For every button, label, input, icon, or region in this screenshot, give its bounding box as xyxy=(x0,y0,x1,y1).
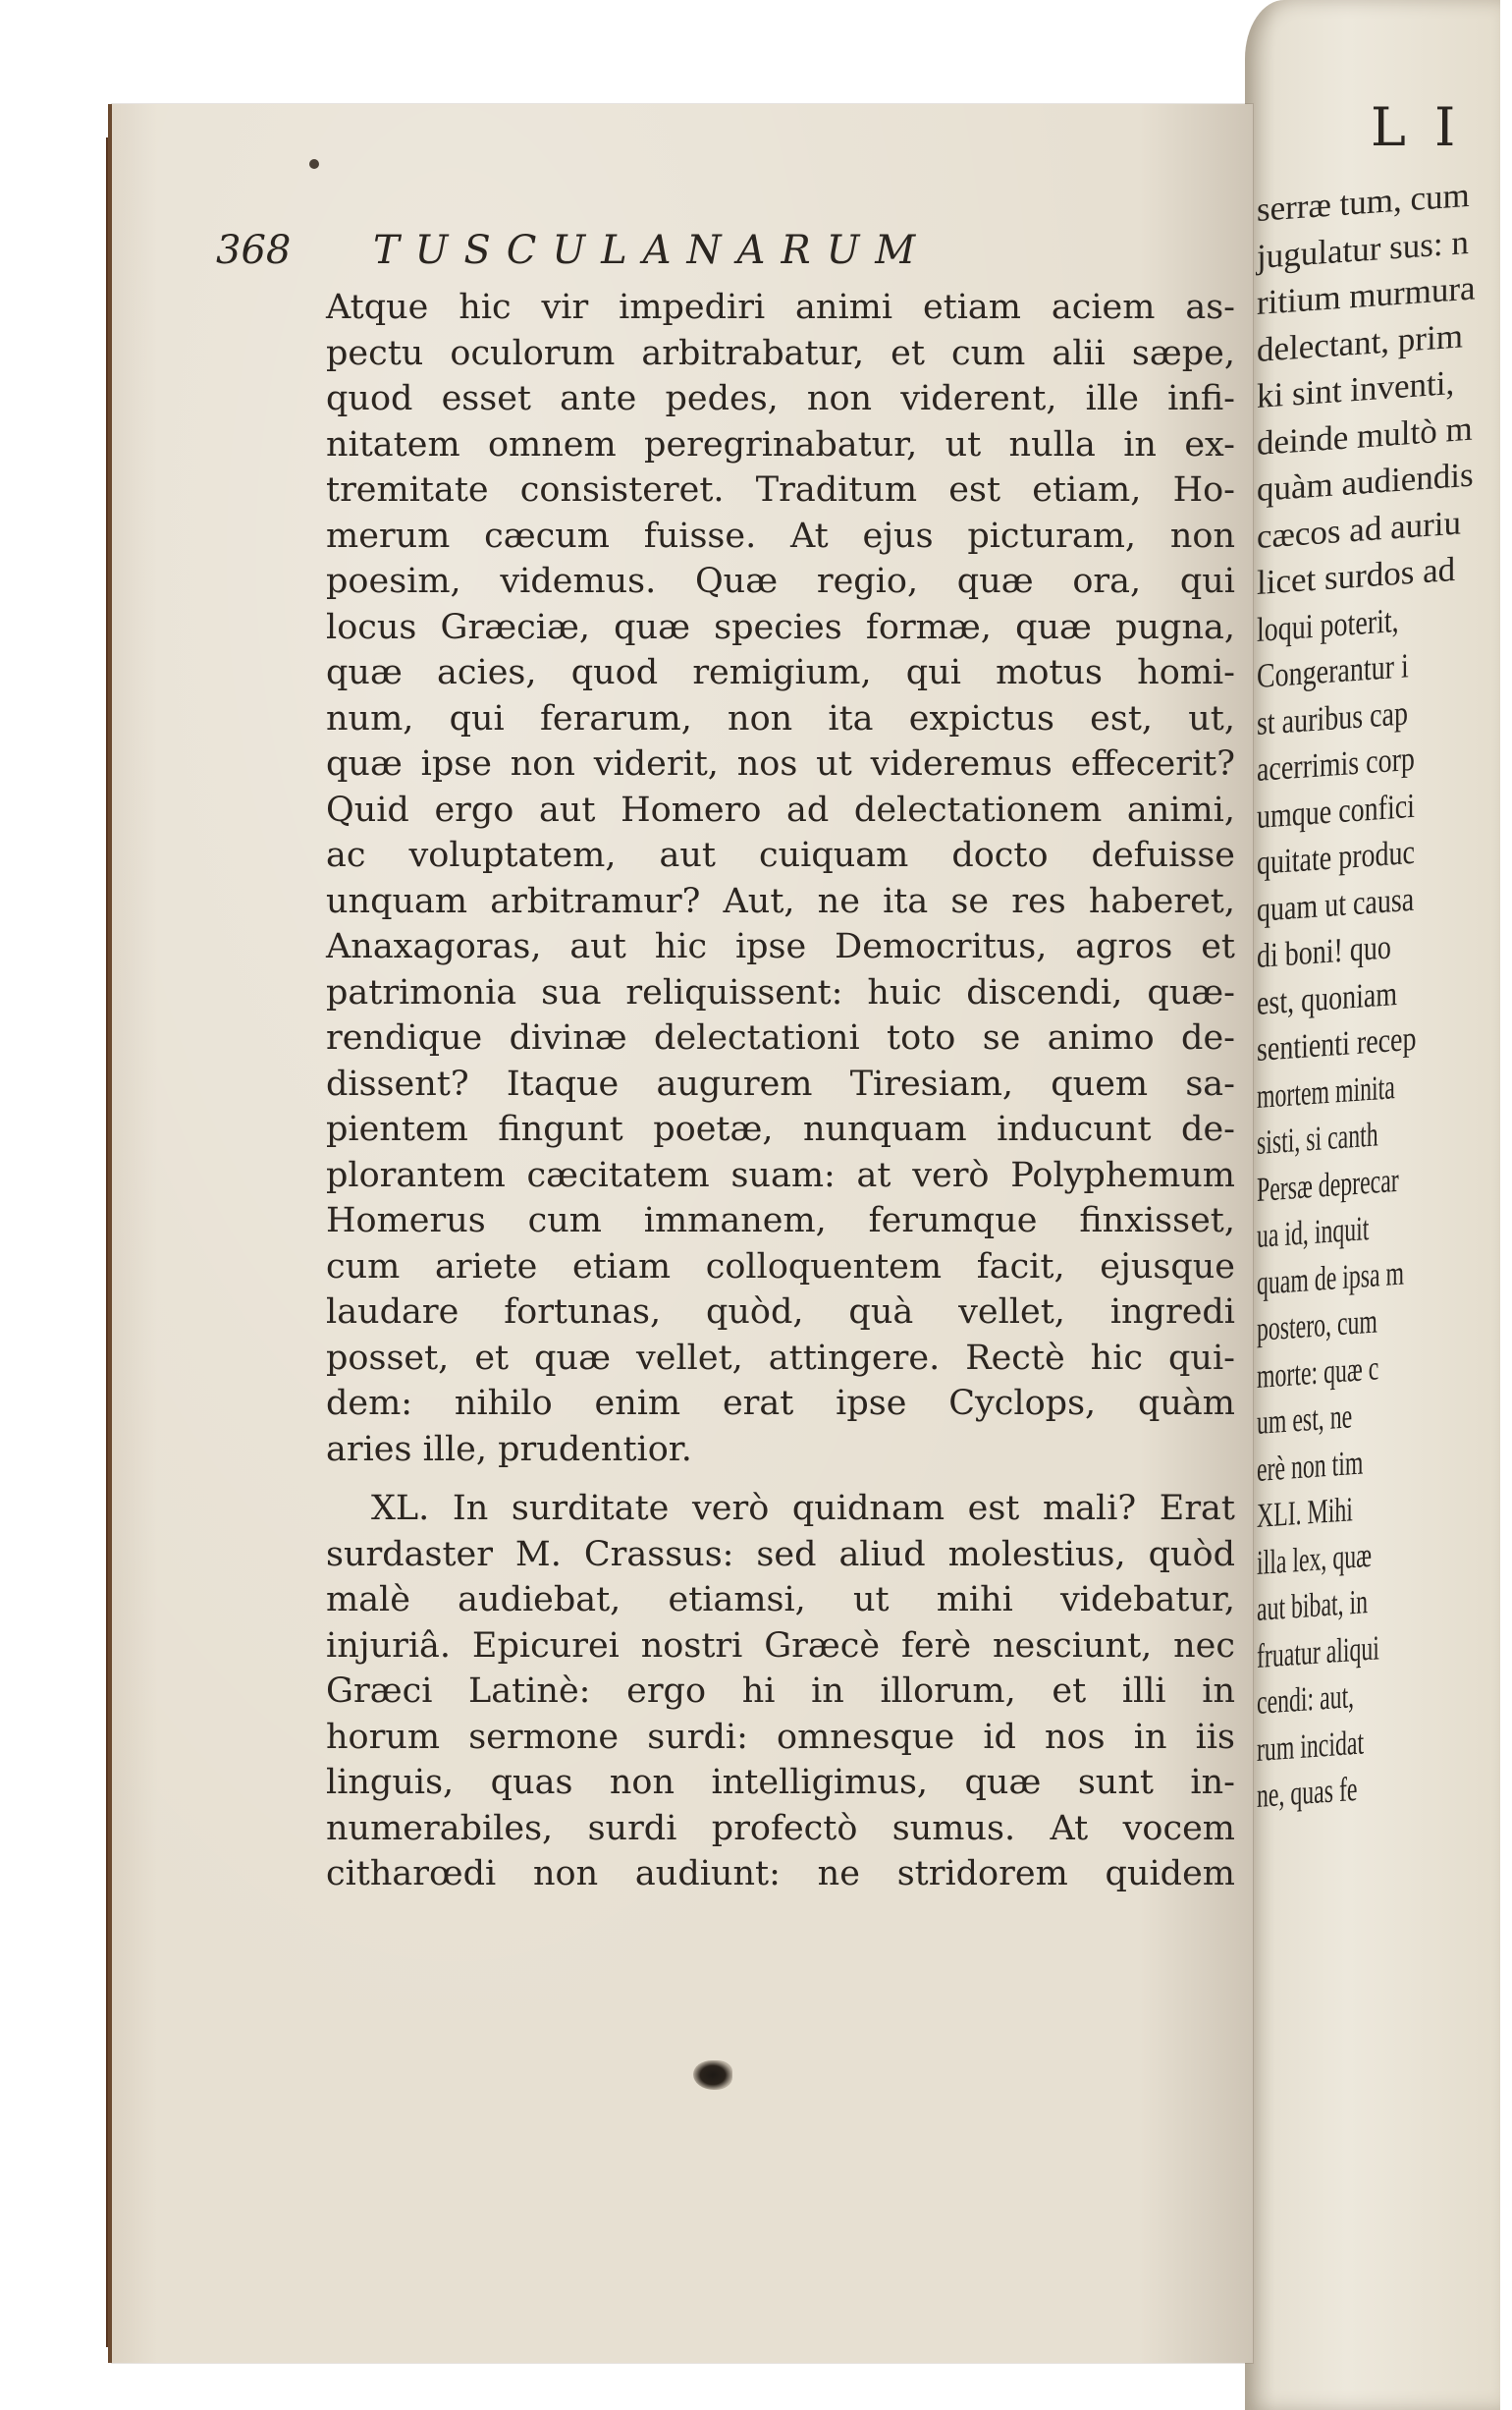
text-line: tremitate consisteret. Traditum est etiam, Ho- xyxy=(326,470,1235,510)
text-line: rendique divinæ delectationi toto se animo de- xyxy=(326,1018,1235,1058)
text-line: cum ariete etiam colloquentem facit, ejusque xyxy=(326,1246,1235,1287)
text-line: surdaster M. Crassus: sed aliud molestius, quòd xyxy=(326,1534,1235,1574)
running-head xyxy=(216,228,1060,287)
recto-text-line: Congerantur i xyxy=(1257,646,1409,695)
recto-text-line: Persæ deprecar xyxy=(1257,1160,1399,1209)
recto-text-line: jugulatur sus: n xyxy=(1257,222,1469,276)
recto-text-line: deinde multò m xyxy=(1257,409,1473,463)
recto-text-line: ne, quas fe xyxy=(1257,1769,1358,1815)
text-line: quæ acies, quod remigium, qui motus homi- xyxy=(326,653,1235,692)
recto-text-line: quàm audiendis xyxy=(1257,455,1474,509)
text-line: laudare fortunas, quòd, quà vellet, ingredi xyxy=(326,1292,1235,1332)
text-line: num, qui ferarum, non ita expictus est, ut, xyxy=(326,698,1235,739)
recto-text-line: quam ut causa xyxy=(1257,879,1415,929)
text-line: patrimonia sua reliquissent: huic discendi, quæ- xyxy=(326,972,1235,1013)
verso-text-block xyxy=(326,285,1235,1897)
text-line: locus Græciæ, quæ species formæ, quæ pugna, xyxy=(326,607,1235,647)
recto-text-line: licet surdos ad xyxy=(1257,549,1456,602)
text-line: dem: nihilo enim erat ipse Cyclops, quàm xyxy=(326,1384,1235,1423)
text-line: linguis, quas non intelligimus, quæ sunt in- xyxy=(326,1763,1235,1802)
facing-recto-page xyxy=(1245,0,1500,2410)
recto-text-line: XLI. Mihi xyxy=(1257,1490,1353,1535)
recto-text-line: di boni! quo xyxy=(1257,927,1391,975)
text-line: citharœdi non audiunt: ne stridorem quidem xyxy=(326,1854,1235,1893)
recto-text-line: ua id, inquit xyxy=(1257,1209,1370,1255)
text-line: injuriâ. Epicurei nostri Græcè ferè nesciunt, nec xyxy=(326,1625,1235,1666)
recto-text-line: loqui poterit, xyxy=(1257,600,1399,649)
recto-text-line: illa lex, quæ xyxy=(1257,1535,1373,1582)
recto-text-line: erè non tim xyxy=(1257,1442,1364,1489)
recto-running-head: L I xyxy=(1371,96,1462,158)
recto-text-line: st auribus cap xyxy=(1257,692,1408,742)
recto-text-line: aut bibat, in xyxy=(1257,1582,1369,1628)
text-line: posset, et quæ vellet, attingere. Rectè hic qui- xyxy=(326,1338,1235,1378)
recto-text-line: rum incidat xyxy=(1257,1722,1365,1769)
recto-text-line: sentienti recep xyxy=(1257,1018,1417,1068)
text-line: dissent? Itaque augurem Tiresiam, quem sa- xyxy=(326,1064,1235,1104)
text-line: quæ ipse non viderit, nos ut videremus effecerit? xyxy=(326,744,1235,784)
recto-text-line: ritium murmura xyxy=(1257,268,1476,322)
text-line: Anaxagoras, aut hic ipse Democritus, agros et xyxy=(326,927,1235,966)
recto-text-line: quam de ipsa m xyxy=(1257,1253,1405,1302)
text-line: ac voluptatem, aut cuiquam docto defuisse xyxy=(326,836,1235,875)
text-line: pectu oculorum arbitrabatur, et cum alii sæpe, xyxy=(326,333,1235,373)
text-line: Græci Latinè: ergo hi in illorum, et illi in xyxy=(326,1671,1235,1711)
text-line: XL. In surditate verò quidnam est mali? Erat xyxy=(371,1489,1235,1528)
recto-text-line: um est, ne xyxy=(1257,1397,1353,1442)
recto-text-line: serræ tum, cum xyxy=(1257,175,1470,229)
text-line: poesim, videmus. Quæ regio, quæ ora, qui xyxy=(326,562,1235,601)
text-line: pientem fingunt poetæ, nunquam inducunt de- xyxy=(326,1110,1235,1149)
text-line: aries ille, prudentior. xyxy=(326,1429,692,1469)
text-line: horum sermone surdi: omnesque id nos in iis xyxy=(326,1717,1235,1757)
text-line: unquam arbitramur? Aut, ne ita se res haberet, xyxy=(326,881,1235,921)
text-line: merum cæcum fuisse. At ejus picturam, non xyxy=(326,516,1235,556)
wormhole-damage xyxy=(693,2060,732,2090)
recto-text-line: morte: quæ c xyxy=(1257,1347,1379,1396)
text-line: Homerus cum immanem, ferumque finxisset, xyxy=(326,1201,1235,1240)
recto-text-line: mortem minita xyxy=(1257,1067,1395,1116)
text-line: Atque hic vir impediri animi etiam aciem as- xyxy=(326,288,1235,327)
recto-text-line: delectant, prim xyxy=(1257,315,1463,369)
recto-text-line: cæcos ad auriu xyxy=(1257,502,1461,556)
recto-text-line: sisti, si canth xyxy=(1257,1115,1378,1162)
text-line: numerabiles, surdi profectò sumus. At vocem xyxy=(326,1808,1235,1848)
recto-text-line: quitate produc xyxy=(1257,832,1415,882)
paragraph-gap xyxy=(326,1472,1235,1486)
recto-text-line: ki sint inventi, xyxy=(1257,362,1455,415)
recto-text-line: est, quoniam xyxy=(1257,973,1398,1022)
text-line: malè audiebat, etiamsi, ut mihi videbatur, xyxy=(326,1580,1235,1619)
page-number: 368 xyxy=(216,228,292,273)
recto-text-line: acerrimis corp xyxy=(1257,739,1415,789)
recto-text-line: cendi: aut, xyxy=(1257,1676,1355,1722)
ink-speck xyxy=(309,159,319,169)
text-line: nitatem omnem peregrinabatur, ut nulla in ex- xyxy=(326,424,1235,465)
text-line: quod esset ante pedes, non viderent, ille infi- xyxy=(326,379,1235,418)
recto-text-block xyxy=(1257,169,1512,1820)
recto-text-line: postero, cum xyxy=(1257,1301,1377,1348)
recto-text-line: umque confici xyxy=(1257,786,1415,836)
running-title: TUSCULANARUM xyxy=(373,228,932,273)
text-line: Quid ergo aut Homero ad delectationem animi, xyxy=(326,790,1235,830)
text-line: plorantem cæcitatem suam: at verò Polyphemum xyxy=(326,1155,1235,1195)
recto-text-line: fruatur aliqui xyxy=(1257,1627,1379,1675)
